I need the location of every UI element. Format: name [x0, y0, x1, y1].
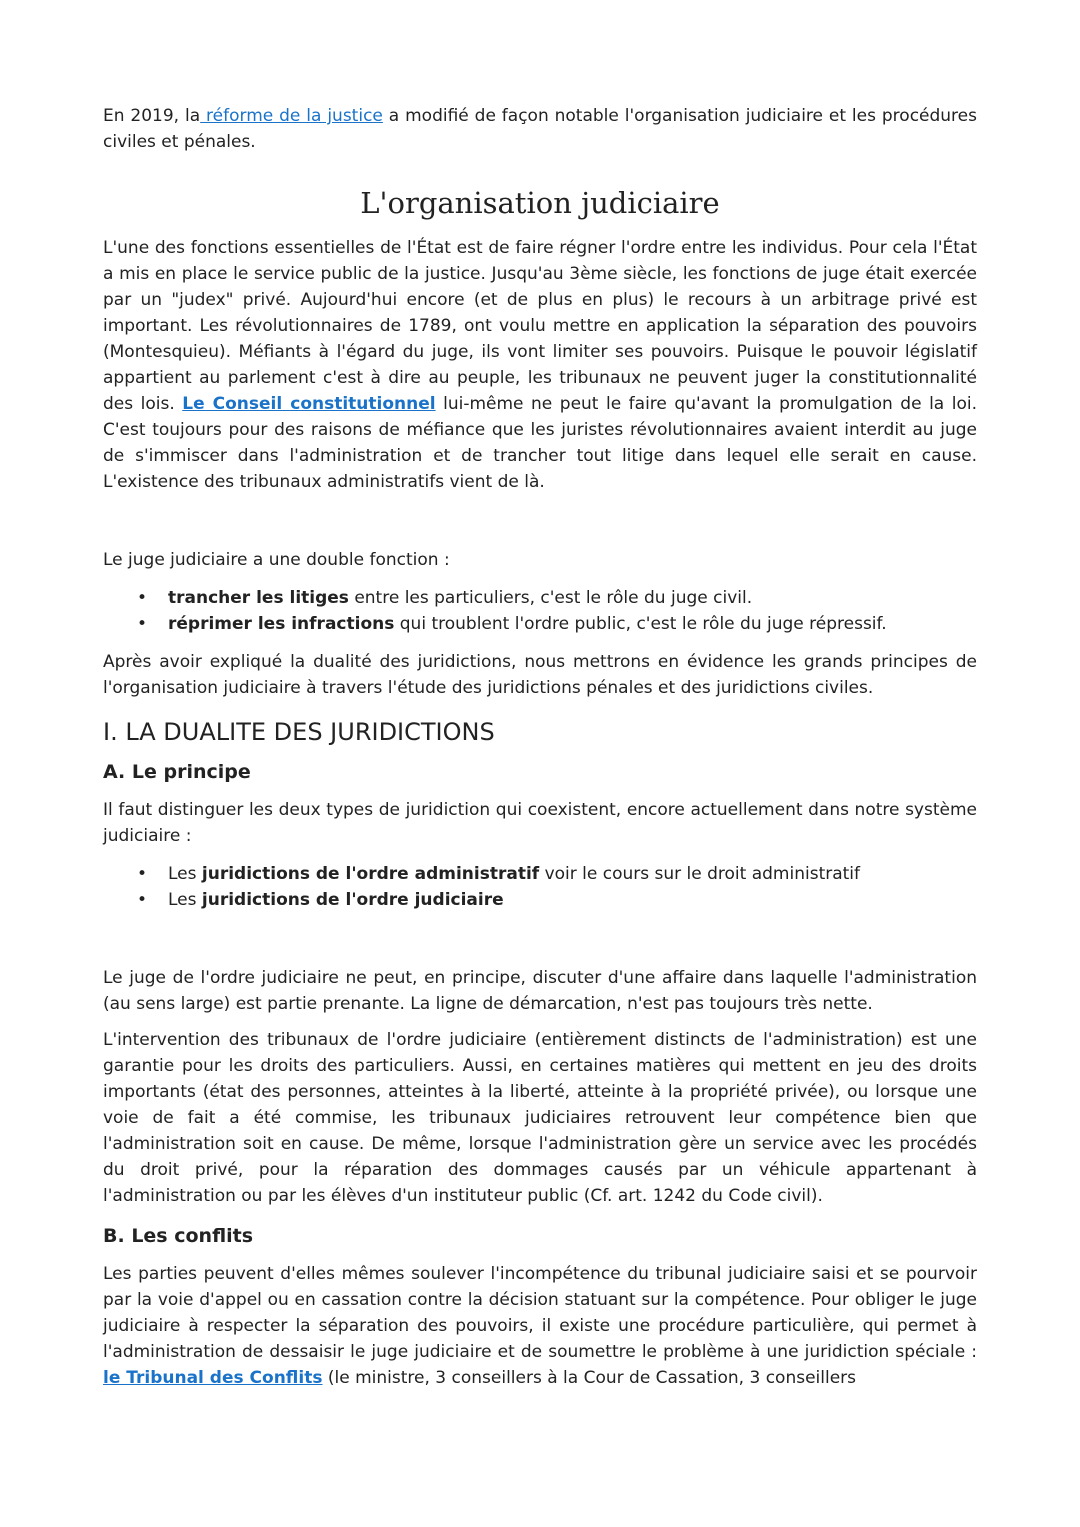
list-item-text: qui troublent l'ordre public, c'est le rôle du juge répressif. [394, 614, 887, 634]
list-item-pre: Les [168, 864, 202, 884]
subheading-principe: A. Le principe [103, 761, 251, 783]
paragraph-types-juridiction: Il faut distinguer les deux types de juridiction qui coexistent, encore actuellement dans notre système judiciaire : [103, 800, 977, 846]
paragraph-fonctions-etat [103, 235, 977, 495]
types-list [103, 861, 977, 913]
functions-list [103, 585, 977, 637]
reforme-justice-link[interactable]: réforme de la justice [200, 106, 383, 126]
list-item [103, 585, 977, 611]
document-page [103, 103, 977, 1391]
bullet-icon: • [137, 614, 148, 634]
list-item-text: entre les particuliers, c'est le rôle du juge civil. [348, 588, 753, 608]
list-item-text: voir le cours sur le droit administratif [539, 864, 861, 884]
p1-after: lui-même ne peut le faire qu'avant la promulgation de la loi. C'est toujours pour des raisons de méfiance que les juristes révolutionnaires avaient interdit au juge de s'immiscer dans l'administration et de trancher tout litige dans lequel elle serait en cause. L'existence des tribunaux administratifs vient de là. [103, 394, 977, 492]
subheading-conflits: B. Les conflits [103, 1225, 254, 1247]
pB1-after: (le ministre, 3 conseillers à la Cour de Cassation, 3 conseillers [322, 1368, 857, 1388]
bullet-icon: • [137, 864, 148, 884]
page-title: L'organisation judiciaire [360, 186, 720, 220]
list-item-pre: Les [168, 890, 202, 910]
intro-paragraph [103, 103, 977, 155]
list-item [103, 861, 977, 887]
bullet-icon: • [137, 588, 148, 608]
section-heading-dualite: I. LA DUALITE DES JURIDICTIONS [103, 718, 495, 746]
intro-suffix: a modifié de façon notable l'organisation judiciaire et les procédures civiles et pénales. [103, 106, 977, 152]
paragraph-dualite-intro: Après avoir expliqué la dualité des juridictions, nous mettrons en évidence les grands principes de l'organisation judiciaire à travers l'étude des juridictions pénales et des juridictions civiles. [103, 652, 977, 698]
list-item-bold: trancher les litiges [168, 588, 349, 608]
pB1-before: Les parties peuvent d'elles mêmes soulever l'incompétence du tribunal judiciaire saisi et se pourvoir par la voie d'appel ou en cassation contre la décision statuant sur la compétence. Pour obliger le juge judiciaire à respecter la séparation des pouvoirs, il existe une procédure particulière, qui permet à l'administration de dessaisir le juge judiciaire et de soumettre le problème à une juridiction spéciale : [103, 1264, 977, 1362]
list-item [103, 887, 977, 913]
list-item [103, 611, 977, 637]
list-item-bold: juridictions de l'ordre judiciaire [201, 890, 504, 910]
bullet-icon: • [137, 890, 148, 910]
paragraph-conflits [103, 1261, 977, 1391]
p1-before: L'une des fonctions essentielles de l'État est de faire régner l'ordre entre les individus. Pour cela l'État a mis en place le service public de la justice. Jusqu'au 3ème siècle, les fonctions de juge était exercée par un "judex" privé. Aujourd'hui encore (et de plus en plus) le recours à un arbitrage privé est important. Les révolutionnaires de 1789, ont voulu mettre en application la séparation des pouvoirs (Montesquieu). Méfiants à l'égard du juge, ils vont limiter ses pouvoirs. Puisque le pouvoir législatif appartient au parlement c'est à dire au peuple, les tribunaux ne peuvent juger la constitutionnalité des lois. [103, 238, 977, 414]
list-item-bold: juridictions de l'ordre administratif [201, 864, 540, 884]
paragraph-juge-judiciaire: Le juge de l'ordre judiciaire ne peut, en principe, discuter d'une affaire dans laquelle l'administration (au sens large) est partie prenante. La ligne de démarcation, n'est pas toujours très nette. [103, 968, 977, 1014]
paragraph-double-fonction: Le juge judiciaire a une double fonction : [103, 550, 450, 570]
paragraph-intervention-tribunaux: L'intervention des tribunaux de l'ordre judiciaire (entièrement distincts de l'administration) est une garantie pour les droits des particuliers. Aussi, en certaines matières qui mettent en jeu des droits importants (état des personnes, atteintes à la liberté, atteinte à la propriété privée), ou lorsque une voie de fait a été commise, les tribunaux judiciaires retrouvent leur compétence bien que l'administration soit en cause. De même, lorsque l'administration gère un service avec les procédés du droit privé, pour la réparation des dommages causés par un véhicule appartenant à l'administration ou par les élèves d'un instituteur public (Cf. art. 1242 du Code civil). [103, 1030, 977, 1206]
list-item-bold: réprimer les infractions [168, 614, 395, 634]
intro-prefix: En 2019, la [103, 106, 201, 126]
conseil-constitutionnel-link[interactable]: Le Conseil constitutionnel [182, 394, 436, 414]
tribunal-conflits-link[interactable]: le Tribunal des Conflits [103, 1368, 323, 1388]
